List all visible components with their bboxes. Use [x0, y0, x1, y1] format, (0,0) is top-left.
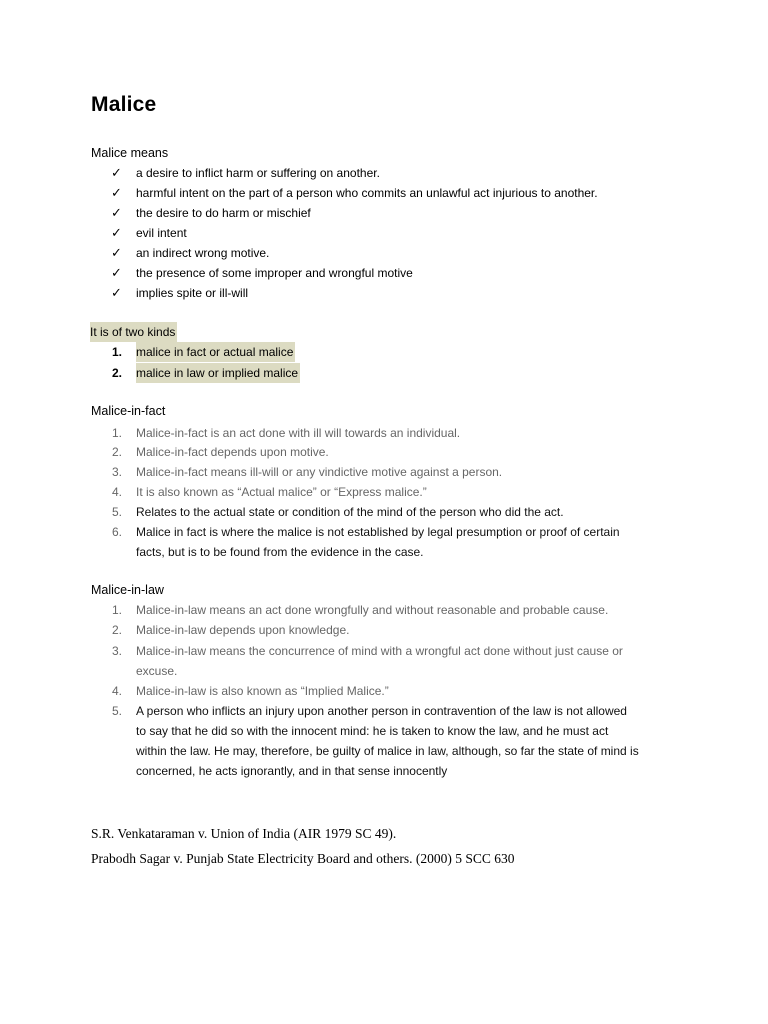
- case-reference: S.R. Venkataraman v. Union of India (AIR 1979 SC 49).: [91, 826, 397, 841]
- page-title: Malice: [91, 93, 157, 116]
- list-number: 4.: [112, 684, 123, 698]
- case-reference: Prabodh Sagar v. Punjab State Electricity Board and others. (2000) 5 SCC 630: [91, 851, 515, 866]
- law-item-text: Malice-in-law is also known as “Implied Malice.”: [136, 684, 389, 698]
- fact-item-text: Malice in fact is where the malice is not established by legal presumption or proof of certain: [136, 525, 620, 539]
- law-heading: Malice-in-law: [91, 583, 164, 597]
- check-icon: ✓: [111, 245, 122, 260]
- kinds-heading: It is of two kinds: [90, 322, 177, 342]
- fact-item-text: facts, but is to be found from the evidence in the case.: [136, 545, 424, 559]
- kinds-item-text: malice in law or implied malice: [136, 363, 300, 383]
- law-item-text: concerned, he acts ignorantly, and in that sense innocently: [136, 764, 448, 778]
- list-number: 3.: [112, 644, 123, 658]
- fact-item-text: Relates to the actual state or condition of the mind of the person who did the act.: [136, 505, 564, 519]
- check-icon: ✓: [111, 165, 122, 180]
- check-icon: ✓: [111, 205, 122, 220]
- means-item-text: implies spite or ill-will: [136, 286, 249, 300]
- means-heading: Malice means: [91, 146, 169, 160]
- means-item-text: evil intent: [136, 226, 187, 240]
- means-item-text: harmful intent on the part of a person who commits an unlawful act injurious to another.: [136, 186, 598, 200]
- law-item-text: Malice-in-law means an act done wrongfully and without reasonable and probable cause.: [136, 603, 609, 617]
- law-item-text: Malice-in-law depends upon knowledge.: [136, 623, 350, 637]
- list-number: 2.: [112, 623, 123, 637]
- list-number: 4.: [112, 485, 123, 499]
- fact-heading: Malice-in-fact: [91, 404, 166, 418]
- list-number: 1.: [112, 426, 123, 440]
- check-icon: ✓: [111, 265, 122, 280]
- means-item-text: the desire to do harm or mischief: [136, 206, 311, 220]
- fact-item-text: It is also known as “Actual malice” or “Express malice.”: [136, 485, 427, 499]
- means-item-text: a desire to inflict harm or suffering on another.: [136, 166, 380, 180]
- list-number: 2.: [112, 366, 123, 380]
- kinds-item-text: malice in fact or actual malice: [136, 342, 295, 362]
- check-icon: ✓: [111, 185, 122, 200]
- means-item-text: the presence of some improper and wrongful motive: [136, 266, 413, 280]
- law-item-text: A person who inflicts an injury upon another person in contravention of the law is not allowed: [136, 704, 627, 718]
- list-number: 5.: [112, 704, 123, 718]
- list-number: 1.: [112, 345, 123, 359]
- list-number: 3.: [112, 465, 123, 479]
- check-icon: ✓: [111, 285, 122, 300]
- law-item-text: to say that he did so with the innocent mind: he is taken to know the law, and he must act: [136, 724, 609, 738]
- list-number: 1.: [112, 603, 123, 617]
- law-item-text: Malice-in-law means the concurrence of mind with a wrongful act done without just cause or: [136, 644, 623, 658]
- fact-item-text: Malice-in-fact depends upon motive.: [136, 445, 329, 459]
- fact-item-text: Malice-in-fact is an act done with ill will towards an individual.: [136, 426, 461, 440]
- check-icon: ✓: [111, 225, 122, 240]
- fact-item-text: Malice-in-fact means ill-will or any vindictive motive against a person.: [136, 465, 503, 479]
- law-item-text: within the law. He may, therefore, be guilty of malice in law, although, so far the state of mind is: [136, 744, 639, 758]
- list-number: 6.: [112, 525, 123, 539]
- list-number: 5.: [112, 505, 123, 519]
- list-number: 2.: [112, 445, 123, 459]
- means-item-text: an indirect wrong motive.: [136, 246, 270, 260]
- law-item-text: excuse.: [136, 664, 178, 678]
